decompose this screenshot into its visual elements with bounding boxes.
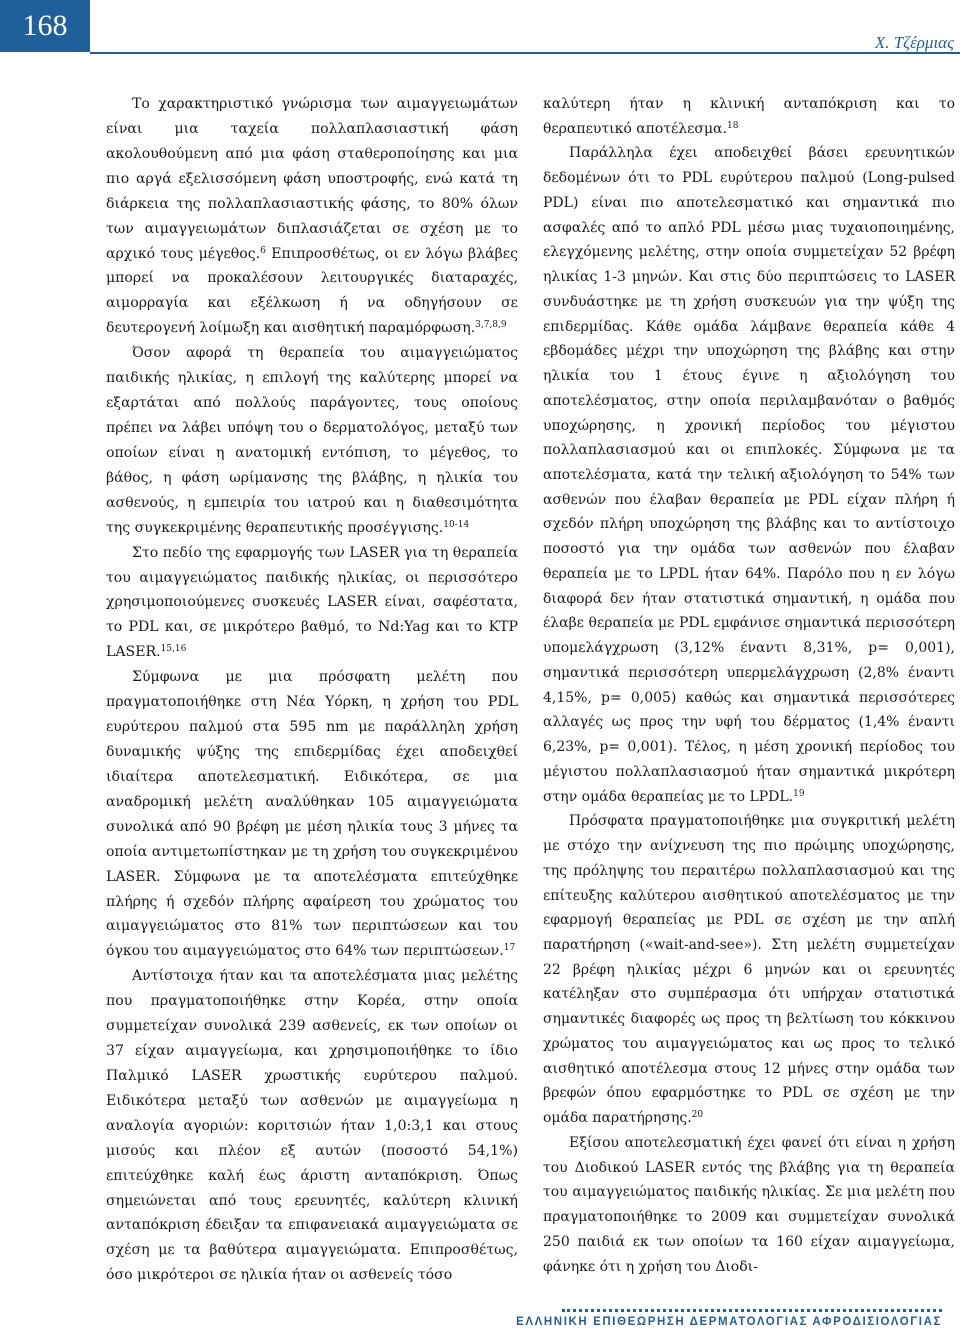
paragraph-text: Πρόσφατα πραγματοποιήθηκε μια συγκριτική μελέτη με στόχο την ανίχνευση της πιο πρώιμης υποχώρησης, της πρόληψης του περαιτέρω πολλαπλασιασμού και της επίτευξης καλύτερου αισθητικού αποτελέσματος με την εφαρμογή θεραπείας με PDL σε σχέση με την απλή παρατήρηση («wait-and-see»). Στη μελέτη συμμετείχαν 22 βρέφη ηλικίας μέχρι 6 μηνών και οι ερευνητές κατέληξαν στο συμπέρασμα ότι υπήρχαν στατιστικά σημαντικές διαφορές ως προς τη βελτίωση του κόκκινου χρώματος του αιμαγγειώματος και ως προς το τελικό αισθητικό αποτέλεσμα στους 12 μήνες στην ομάδα των βρεφών όπου εφαρμόστηκε το PDL σε σχέση με την ομάδα παρατήρησης.	[543, 813, 955, 1127]
paragraph	[543, 141, 955, 809]
footer-dotted-rule	[562, 1309, 942, 1312]
paragraph	[543, 92, 955, 141]
paragraph-text: Αντίστοιχα ήταν και τα αποτελέσματα μιας μελέτης που πραγματοποιήθηκε στην Κορέα, στην οποία συμμετείχαν συνολικά 239 ασθενείς, εκ των οποίων οι 37 είχαν αιμαγγείωμα, και χρησιμοποιήθηκε το ίδιο Παλμικό LASER χρωστικής ευρύτερου παλμού. Ειδικότερα μεταξύ των ασθενών με αιμαγγείωμα η αναλογία αγοριών: κοριτσιών ήταν 1,0:3,1 και στους μισούς και πλέον εξ αυτών (ποσοστό 54,1%) επιτεύχθηκε καλή έως άριστη ανταπόκριση. Όπως σημειώνεται από τους ερευνητές, καλύτερη κλινική ανταπόκριση έδειξαν τα επιφανειακά αιμαγγειώματα σε σχέση με τα βαθύτερα αιμαγγειώματα. Επιπροσθέτως, όσο μικρότεροι σε ηλικία ήταν οι ασθενείς τόσο	[106, 968, 518, 1284]
paragraph-text: Το χαρακτηριστικό γνώρισμα των αιμαγγειωμάτων είναι μια ταχεία πολλαπλασιαστική φάση ακολουθούμενη από μια φάση σταθεροποίησης και μια πιο αργά εξελισσόμενη φάση υποστροφής, ενώ κατά τη διάρκεια της πολλαπλασιαστικής φάσης, το 80% όλων των αιμαγγειωμάτων διπλασιάζεται σε σχέση με το αρχικό τους μέγεθος.	[106, 96, 518, 262]
citation-ref: 15,16	[160, 644, 187, 655]
paragraph-text: καλύτερη ήταν η κλινική ανταπόκριση και το θεραπευτικό αποτέλεσμα.	[543, 96, 955, 137]
right-column	[543, 92, 955, 1279]
citation-ref: 20	[691, 1110, 704, 1121]
paragraph-text: Επιπροσθέτως, οι εν λόγω βλάβες μπορεί να προκαλέσουν λειτουργικές διαταραχές, αιμορραγία και εξέλκωση ή να οδηγήσουν σε δευτερογενή λοίμωξη και αισθητική παραμόρφωση.	[106, 245, 518, 337]
paragraph	[106, 92, 518, 341]
citation-ref: 17	[503, 943, 516, 954]
citation-ref: 18	[726, 120, 739, 131]
citation-ref: 10-14	[443, 519, 470, 530]
running-head: Χ. Τζέρμιας	[874, 33, 954, 52]
paragraph	[106, 541, 518, 666]
paragraph-text: Σύμφωνα με μια πρόσφατη μελέτη που πραγματοποιήθηκε στη Νέα Υόρκη, η χρήση του PDL ευρύτερου παλμού στα 595 nm με παράλληλη χρήση δυναμικής ψύξης της επιδερμίδας έχει αποδειχθεί ιδιαίτερα αποτελεσματική. Ειδικότερα, σε μια αναδρομική μελέτη αναλύθηκαν 105 αιμαγγειώματα συνολικά από 90 βρέφη με μέση ηλικία τους 3 μήνες τα οποία αντιμετωπίστηκαν με τη χρήση του συγκεκριμένου LASER. Σύμφωνα με τα αποτελέσματα επιτεύχθηκε πλήρης ή σχεδόν πλήρης αφαίρεση του χρώματος του αιμαγγειώματος στο 81% των περιπτώσεων και του όγκου του αιμαγγειώματος στο 64% των περιπτώσεων.	[106, 669, 518, 960]
paragraph-text: Στο πεδίο της εφαρμογής των LASER για τη θεραπεία του αιμαγγειώματος παιδικής ηλικίας, οι περισσότερο χρησιμοποιούμενες συσκευές LASER είναι, σαφέστατα, το PDL και, σε μικρότερο βαθμό, το Nd:Yag και το KTP LASER.	[106, 544, 518, 661]
page-number: 168	[22, 9, 68, 42]
paragraph-text: Εξίσου αποτελεσματική έχει φανεί ότι είναι η χρήση του Διοδικού LASER εντός της βλάβης για τη θεραπεία του αιμαγγειώματος παιδικής ηλικίας. Σε μια μελέτη που πραγματοποιήθηκε το 2009 και συμμετείχαν συνολικά 250 παιδιά εκ των οποίων τα 160 είχαν αιμαγγείωμα, φάνηκε ότι η χρήση του Διοδι-	[543, 1134, 955, 1275]
citation-ref: 3,7,8,9	[475, 320, 507, 331]
citation-ref: 6	[260, 245, 266, 256]
paragraph-text: Παράλληλα έχει αποδειχθεί βάσει ερευνητικών δεδομένων ότι το PDL ευρύτερου παλμού (Long-pulsed PDL) είναι πιο αποτελεσματικό και σημαντικά πιο ασφαλές από το απλό PDL μέσω μιας τυχαιοποιημένης, ελεγχόμενης μελέτης, στην οποία συμμετείχαν 52 βρέφη ηλικίας 1-3 μηνών. Και στις δύο περιπτώσεις το LASER συνδυάστηκε με τη χρήση συσκευών για την ψύξη της επιδερμίδας. Κάθε ομάδα λάμβανε θεραπεία κάθε 4 εβδομάδες μέχρι την υποχώρηση της βλάβης και στην ηλικία του 1 έτους έγινε η αξιολόγηση του αποτελέσματος, στην οποία περιλαμβανόταν ο βαθμός υποχώρησης, η χρονική περίοδος του μέγιστου πολλαπλασιασμού και οι επιπλοκές. Σύμφωνα με τα αποτελέσματα, κατά την τελική αξιολόγηση το 54% των ασθενών που έλαβαν θεραπεία με PDL είχαν πλήρη ή σχεδόν πλήρη υποχώρηση της βλάβης και το αντίστοιχο ποσοστό για την ομάδα των ασθενών που έλαβαν θεραπεία με το LPDL ήταν 64%. Παρόλο που η εν λόγω διαφορά δεν ήταν στατιστικά σημαντική, η ομάδα που έλαβε θεραπεία με PDL εμφάνισε σημαντικά περισσότερη υπομελάγχρωση (3,12% έναντι 8,31%, p= 0,001), σημαντικά περισσότερη υπερμελάγχρωση (2,8% έναντι 4,15%, p= 0,005) καθώς και σημαντικά περισσότερες αλλαγές ως προς την υφή του δέρματος (1,4% έναντι 6,23%, p= 0,001). Τέλος, η μέση χρονική περίοδος του μέγιστου πολλαπλασιασμού ήταν σημαντικά μικρότερη στην ομάδα θεραπείας με το LPDL.	[543, 145, 955, 805]
paragraph	[106, 665, 518, 964]
journal-title: ΕΛΛΗΝΙΚΗ ΕΠΙΘΕΩΡΗΣΗ ΔΕΡΜΑΤΟΛΟΓΙΑΣ ΑΦΡΟΔΙΣΙΟΛΟΓΙΑΣ	[516, 1316, 942, 1328]
paragraph	[543, 1131, 955, 1279]
paragraph-text: Όσον αφορά τη θεραπεία του αιμαγγειώματος παιδικής ηλικίας, η επιλογή της καλύτερης μπορεί να εξαρτάται από πολλούς παράγοντες, τους οποίους πρέπει να λάβει υπόψη του ο δερματολόγος, μεταξύ των οποίων είναι η ανατομική εντόπιση, το μέγεθος, το βάθος, η φάση ωρίμανσης της βλάβης, η ηλικία του ασθενούς, η εμπειρία του ιατρού και η διαθεσιμότητα της συγκεκριμένης θεραπευτικής προσέγγισης.	[106, 345, 518, 536]
header-rule	[90, 52, 960, 54]
citation-ref: 19	[793, 788, 805, 799]
page-number-box	[0, 0, 90, 52]
paragraph	[106, 964, 518, 1288]
paragraph	[106, 341, 518, 540]
paragraph	[543, 809, 955, 1131]
left-column	[106, 92, 518, 1288]
